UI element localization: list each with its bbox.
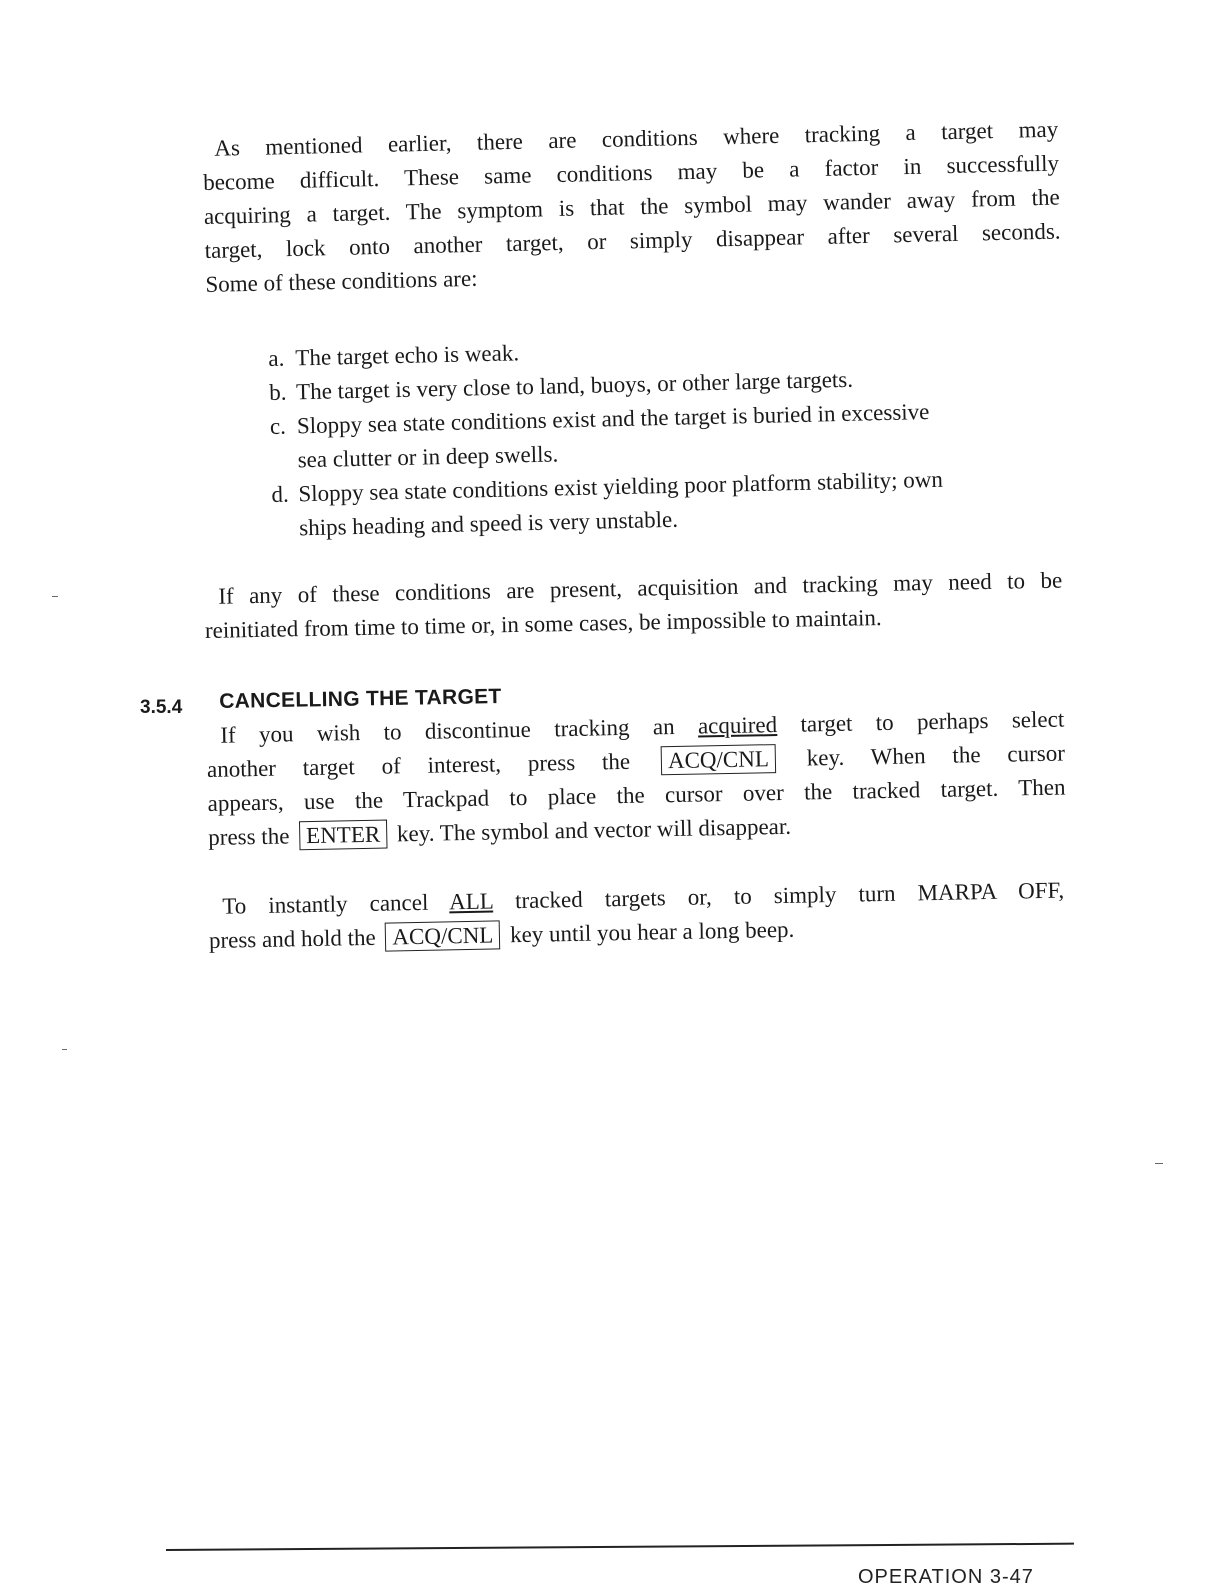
list-marker: b. [268, 379, 287, 405]
intro-line: become difficult. These same conditions may be a factor in successfully [202, 150, 1060, 195]
text-run: another target of interest, press the [206, 748, 631, 782]
text-run: press the [208, 823, 290, 850]
intro-line: Some of these conditions are: [205, 265, 478, 297]
text-run: If you wish to discontinue tracking an [220, 714, 675, 748]
section-title: CANCELLING THE TARGET [219, 685, 502, 713]
footer-page-label: OPERATION 3-47 [858, 1566, 1034, 1588]
text-run: tracked targets or, to simply turn MARPA OFF, [514, 877, 1065, 914]
intro-line: As mentioned earlier, there are conditions where tracking a target may [214, 116, 1059, 161]
intro-paragraph [202, 113, 1062, 302]
scan-speck [62, 1049, 67, 1050]
intro-line: acquiring a target. The symptom is that the symbol may wander away from the [203, 184, 1060, 229]
followup-paragraph [204, 564, 1063, 648]
list-item-text: The target is very close to land, buoys, or other large targets. [295, 366, 854, 405]
section-number: 3.5.4 [140, 697, 183, 718]
list-marker: a. [268, 345, 285, 371]
cancel-line: appears, use the Trackpad to place the cursor over the tracked target. Then [207, 774, 1066, 816]
list-item-text: Sloppy sea state conditions exist yielding poor platform stability; own [298, 466, 944, 507]
followup-line: If any of these conditions are present, acquisition and tracking may need to be [218, 567, 1063, 609]
conditions-list [268, 324, 1062, 546]
text-run: press and hold the [208, 924, 376, 953]
cancel-paragraph [206, 703, 1066, 855]
acq-cnl-key-label: ACQ/CNL [385, 920, 500, 951]
underlined-word: acquired [697, 712, 778, 739]
enter-key-label: ENTER [299, 820, 388, 851]
underlined-word: ALL [448, 888, 494, 915]
scan-speck [1155, 1163, 1163, 1164]
text-run: key until you hear a long beep. [509, 916, 795, 948]
list-item-text: ships heading and speed is very unstable. [298, 506, 679, 541]
list-marker: d. [271, 481, 289, 507]
cancel-all-paragraph [208, 874, 1065, 958]
list-item-text: sea clutter or in deep swells. [297, 441, 559, 473]
text-run: target to perhaps select [800, 706, 1065, 737]
list-item-text: Sloppy sea state conditions exist and the target is buried in excessive [296, 399, 930, 439]
intro-line: target, lock onto another target, or simply disappear after several seconds. [204, 218, 1061, 263]
acq-cnl-key-label: ACQ/CNL [661, 744, 776, 775]
scan-speck [52, 596, 58, 597]
text-run: key. When the cursor [806, 740, 1066, 771]
list-marker: c. [269, 413, 287, 439]
followup-line: reinitiated from time to time or, in some cases, be impossible to maintain. [204, 605, 882, 643]
list-item-text: The target echo is weak. [295, 340, 520, 371]
text-run: To instantly cancel [222, 889, 429, 919]
footer-rule [166, 1543, 1074, 1551]
text-run: key. The symbol and vector will disappear. [396, 813, 792, 847]
